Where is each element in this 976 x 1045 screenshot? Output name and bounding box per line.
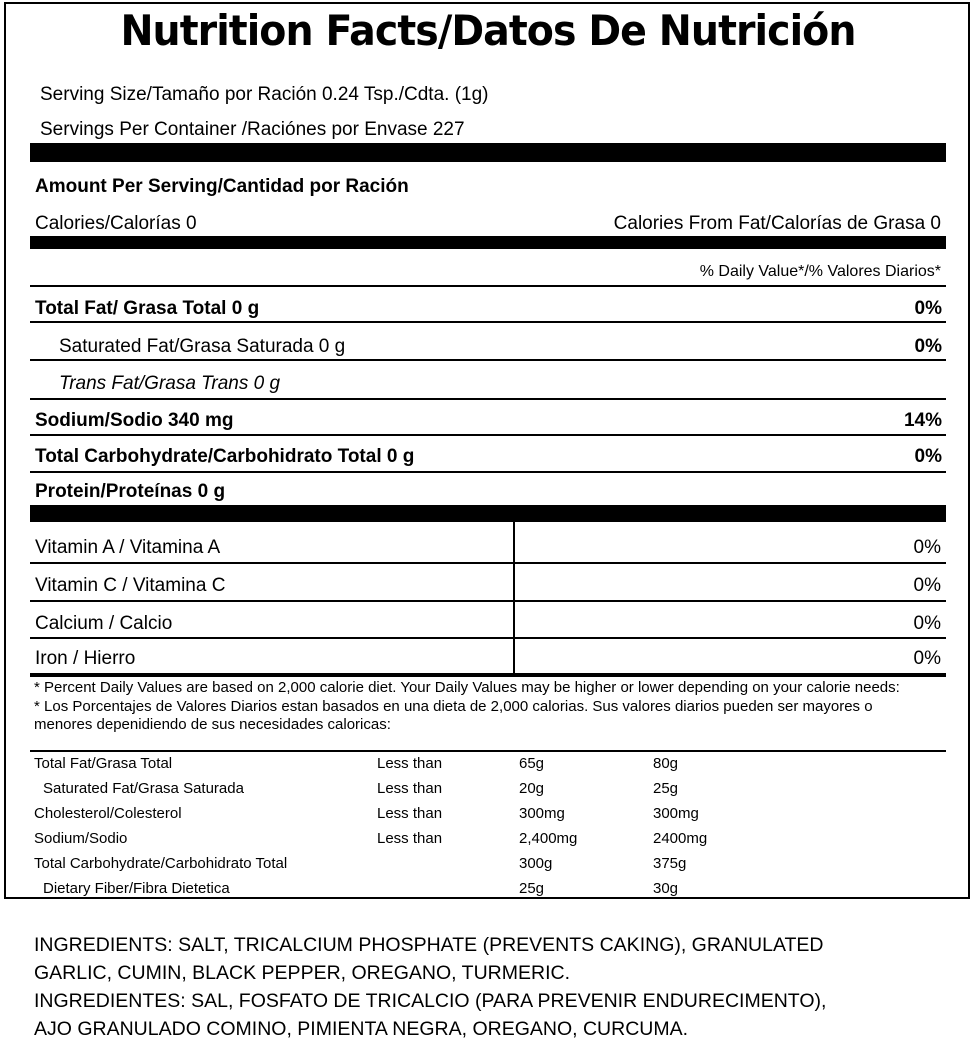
- reference-value-2500: 25g: [653, 780, 679, 797]
- reference-qualifier: Less than: [377, 780, 443, 797]
- label-title: Nutrition Facts/Datos De Nutrición: [120, 6, 856, 55]
- reference-nutrient: Total Carbohydrate/Carbohidrato Total: [34, 855, 288, 872]
- calories: Calories/Calorías 0: [35, 213, 197, 234]
- vitamin-column-divider: [513, 522, 515, 674]
- nutrient-label-protein: Protein/Proteínas 0 g: [35, 481, 226, 502]
- reference-nutrient: Sodium/Sodio: [34, 830, 128, 847]
- mineral-dv-calcium: 0%: [913, 613, 941, 634]
- serving-size: Serving Size/Tamaño por Ración 0.24 Tsp./Cdta. (1g): [40, 84, 489, 105]
- reference-value-2000: 300mg: [519, 805, 565, 822]
- vitamin-dv-c: 0%: [913, 575, 941, 596]
- reference-nutrient: Total Fat/Grasa Total: [34, 755, 173, 772]
- reference-nutrient: Dietary Fiber/Fibra Dietetica: [43, 880, 230, 897]
- ingredients-en-line-1: INGREDIENTS: SALT, TRICALCIUM PHOSPHATE (PREVENTS CAKING), GRANULATED: [34, 934, 824, 956]
- mineral-dv-iron: 0%: [913, 648, 941, 669]
- ingredients-es-line-2: AJO GRANULADO COMINO, PIMIENTA NEGRA, OREGANO, CURCUMA.: [34, 1018, 689, 1040]
- row-divider: [30, 471, 946, 473]
- vitamin-dv-a: 0%: [913, 537, 941, 558]
- nutrient-label-total-carbohydrate: Total Carbohydrate/Carbohidrato Total 0 g: [35, 446, 415, 467]
- reference-value-2000: 20g: [519, 780, 545, 797]
- nutrient-label-sodium: Sodium/Sodio 340 mg: [35, 410, 234, 431]
- reference-nutrient: Saturated Fat/Grasa Saturada: [43, 780, 244, 797]
- reference-value-2500: 30g: [653, 880, 679, 897]
- reference-table-divider: [30, 750, 946, 752]
- reference-value-2500: 80g: [653, 755, 679, 772]
- nutrient-label-trans-fat: Trans Fat/Grasa Trans 0 g: [59, 373, 281, 394]
- thick-divider: [30, 143, 946, 162]
- reference-value-2500: 2400mg: [653, 830, 708, 847]
- mineral-label-calcium: Calcium / Calcio: [35, 613, 173, 634]
- thick-divider: [30, 505, 946, 522]
- reference-value-2000: 65g: [519, 755, 545, 772]
- medium-divider: [30, 236, 946, 249]
- amount-per-serving-heading: Amount Per Serving/Cantidad por Ración: [35, 176, 409, 197]
- ingredients-en-line-2: GARLIC, CUMIN, BLACK PEPPER, OREGANO, TURMERIC.: [34, 962, 570, 984]
- row-divider: [30, 562, 946, 564]
- reference-value-2000: 300g: [519, 855, 553, 872]
- nutrient-dv-sodium: 14%: [903, 410, 942, 431]
- reference-value-2500: 375g: [653, 855, 687, 872]
- calories-from-fat: Calories From Fat/Calorías de Grasa 0: [613, 213, 941, 234]
- row-divider: [30, 398, 946, 400]
- reference-nutrient: Cholesterol/Colesterol: [34, 805, 182, 822]
- row-divider: [30, 321, 946, 323]
- mineral-label-iron: Iron / Hierro: [35, 648, 136, 669]
- row-divider: [30, 434, 946, 436]
- nutrient-dv-total-fat: 0%: [914, 298, 942, 319]
- row-divider: [30, 285, 946, 287]
- row-divider: [30, 600, 946, 602]
- reference-value-2500: 300mg: [653, 805, 699, 822]
- footnote-english: * Percent Daily Values are based on 2,000 calorie diet. Your Daily Values may be higher or lower depending on your calorie needs:: [34, 679, 900, 696]
- reference-value-2000: 25g: [519, 880, 545, 897]
- row-divider: [30, 359, 946, 361]
- footnote-divider: [30, 673, 946, 677]
- row-divider: [30, 637, 946, 639]
- reference-qualifier: Less than: [377, 830, 443, 847]
- nutrient-label-total-fat: Total Fat/ Grasa Total 0 g: [35, 298, 260, 319]
- reference-qualifier: Less than: [377, 805, 443, 822]
- footnote-spanish: * Los Porcentajes de Valores Diarios estan basados en una dieta de 2,000 calorias. Sus valores diarios pueden ser mayores o menores depenidiendo de sus necesidades caloricas:: [34, 697, 873, 733]
- vitamin-label-a: Vitamin A / Vitamina A: [35, 537, 221, 558]
- nutrient-dv-saturated-fat: 0%: [914, 336, 942, 357]
- reference-value-2000: 2,400mg: [519, 830, 578, 847]
- nutrient-label-saturated-fat: Saturated Fat/Grasa Saturada 0 g: [59, 336, 346, 357]
- vitamin-label-c: Vitamin C / Vitamina C: [35, 575, 226, 596]
- ingredients-es-line-1: INGREDIENTES: SAL, FOSFATO DE TRICALCIO (PARA PREVENIR ENDURECIMENTO),: [34, 990, 827, 1012]
- ingredients-block: [34, 931, 964, 1043]
- servings-per-container: Servings Per Container /Raciónes por Envase 227: [40, 119, 465, 140]
- nutrient-dv-total-carbohydrate: 0%: [914, 446, 942, 467]
- footnote: [34, 679, 924, 747]
- daily-value-header: % Daily Value*/% Valores Diarios*: [699, 263, 941, 280]
- reference-qualifier: Less than: [377, 755, 443, 772]
